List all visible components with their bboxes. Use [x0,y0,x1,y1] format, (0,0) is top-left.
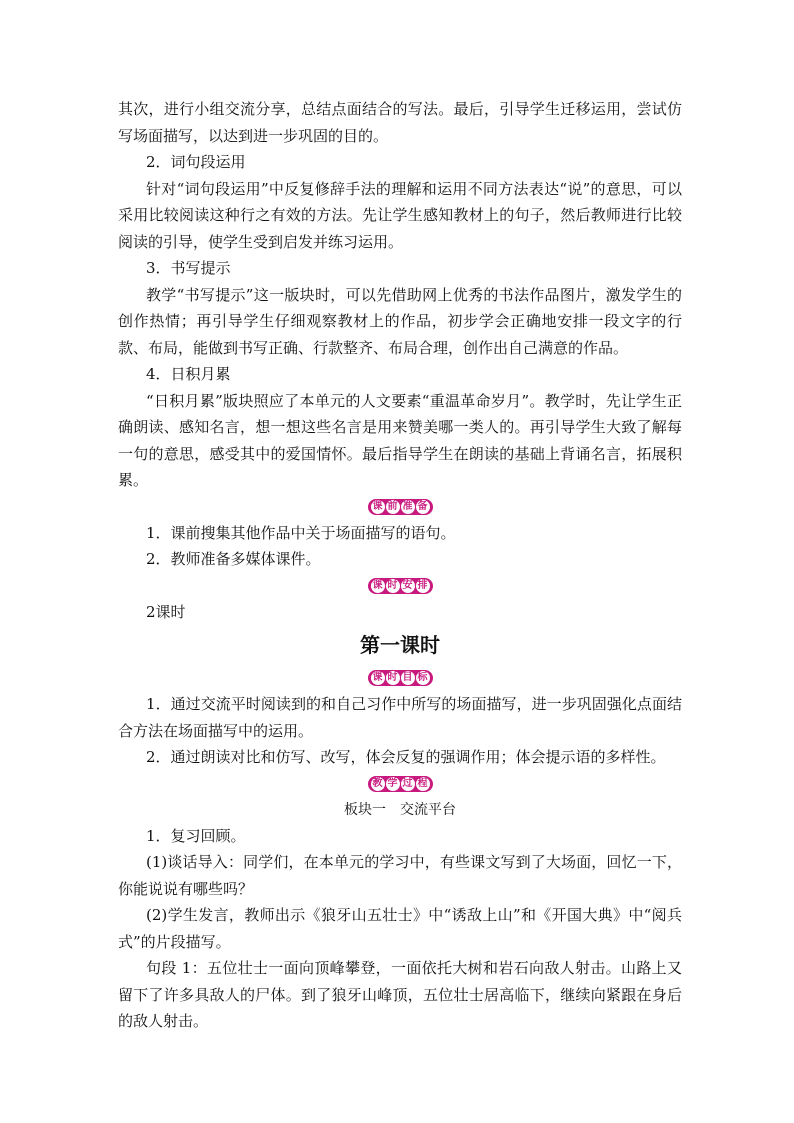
section-body-daily-accumulation: “日积月累”版块照应了本单元的人文要素“重温革命岁月”。教学时，先让学生正确朗读、感知名言，想一想这些名言是用来赞美哪一类人的。再引导学生大致了解每一句的意思，感受其中的爱国情怀。最后指导学生在朗读的基础上背诵名言，拓展积累。 [118,391,682,489]
quote-body: 五位壮士一面向顶峰攀登，一面依托大树和岩石向敌人射击。山路上又留下了许多具敌人的尸体。到了狼牙山峰顶，五位壮士居高临下，继续向紧跟在身后的敌人射击。 [118,959,682,1030]
prep-item: 1．课前搜集其他作品中关于场面描写的语句。 [146,523,456,542]
badge-row-process [118,771,682,797]
badge-char: 准 [402,500,413,512]
paragraph-continued: 其次，进行小组交流分享，总结点面结合的写法。最后，引导学生迁移运用，尝试仿写场面描写，以达到进一步巩固的目的。 [118,100,682,145]
lesson-title: 第一课时 [360,633,440,657]
block-title: 板块一 交流平台 [344,801,456,818]
badge-row-schedule [118,573,682,599]
document-content [118,96,682,1035]
section-badge-process [368,776,433,792]
badge-char: 目 [402,672,413,683]
badge-row-prep [118,494,682,520]
badge-char: 学 [387,777,398,789]
section-badge-goals [368,670,433,686]
badge-char: 课 [372,672,383,683]
badge-char: 前 [387,500,398,512]
badge-char: 程 [417,777,428,789]
badge-row-goals [118,665,682,691]
goal-item: 2．通过朗读对比和仿写、改写，体会反复的强调作用；体会提示语的多样性。 [146,748,666,766]
badge-char: 教 [372,777,383,789]
badge-char: 时 [387,672,398,683]
section-heading-daily-accumulation: 4．日积月累 [146,365,231,383]
prep-item: 2．教师准备多媒体课件。 [146,550,321,568]
section-heading-word-sentence: 2．词句段运用 [146,153,246,171]
quote-label: 句段 1： [146,959,207,977]
goal-item: 1．通过交流平时阅读到的和自己习作中所写的场面描写，进一步巩固强化点面结合方法在场面描写中的运用。 [118,695,682,740]
badge-char: 标 [417,672,428,683]
badge-char: 时 [387,579,398,591]
section-body-word-sentence: 针对“词句段运用”中反复修辞手法的理解和运用不同方法表达“说”的意思，可以采用比较阅读这种行之有效的方法。先让学生感知教材上的句子，然后教师进行比较阅读的引导，使学生受到启发并练习运用。 [118,179,682,251]
section-badge-schedule [368,578,433,594]
process-item: 1．复习回顾。 [146,826,246,845]
process-item: (1)谈话导入：同学们，在本单元的学习中，有些课文写到了大场面，回忆一下，你能说说有哪些吗？ [118,853,682,898]
badge-char: 备 [417,500,428,512]
section-badge-prep [368,499,433,515]
section-body-writing-tips: 教学“书写提示”这一版块时，可以先借助网上优秀的书法作品图片，激发学生的创作热情；再引导学生仔细观察教材上的作品，初步学会正确地安排一段文字的行款、布局，能做到书写正确、行款整齐、布局合理，创作出自己满意的作品。 [118,285,682,357]
badge-char: 安 [402,579,413,591]
process-item: (2)学生发言，教师出示《狼牙山五壮士》中“诱敌上山”和《开国大典》中“阅兵式”的片段描写。 [118,906,682,951]
badge-char: 课 [372,500,383,512]
badge-char: 课 [372,579,383,591]
section-heading-writing-tips: 3．书写提示 [146,259,231,277]
quote-paragraph [118,955,682,1035]
schedule-text: 2课时 [146,602,186,621]
badge-char: 过 [402,777,413,789]
badge-char: 排 [417,579,428,591]
